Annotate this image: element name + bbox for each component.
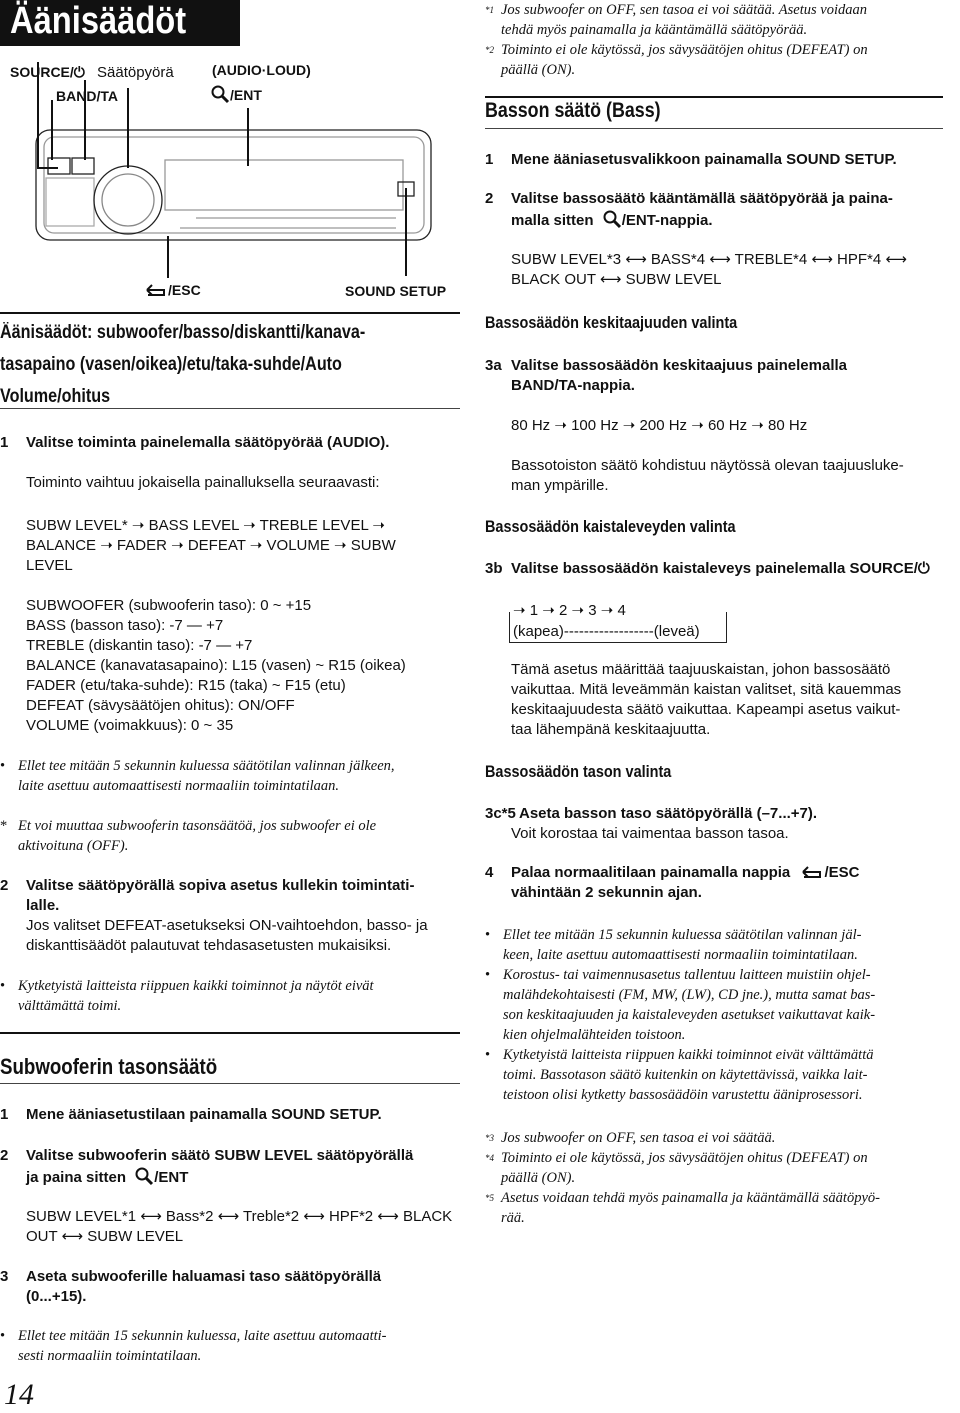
range-item: BALANCE (kanavatasapaino): L15 (vasen) ~ R15 (oikea) (26, 657, 406, 674)
section-title: Basson säätö (Bass) (485, 99, 661, 122)
s2-step-3: 3 Aseta subwooferille haluamasi taso säätöpyörällä (0...+15). (0, 1268, 382, 1305)
ent-label: /ENT (210, 84, 262, 104)
range-item: FADER (etu/taka-suhde): R15 (taka) ~ F15 (etu) (26, 677, 346, 694)
freq-cycle: 80 Hz ➝ 100 Hz ➝ 200 Hz ➝ 60 Hz ➝ 80 Hz (511, 417, 808, 434)
note-item: • Ellet tee mitään 5 sekunnin kuluessa säätötilan valinnan jälkeen, laite asettuu automaattisesti normaaliin toimintatilaan. (0, 758, 395, 794)
cycle-text: LEVEL (26, 557, 73, 574)
q-desc: Tämä asetus määrittää taajuuskaistan, johon bassosäätö vaikuttaa. Mitä leveämmän kaistan valitset, sitä kauemmas keskitaajuudesta säätö vaikuttaa. Kapeampi asetus vaikut- taa lähempänä keskitaajuutta. (511, 661, 902, 738)
subsection-title: Bassosäädön tason valinta (485, 762, 672, 781)
cycle-text: BALANCE ➝ FADER ➝ DEFEAT ➝ VOLUME ➝ SUBW (26, 537, 396, 554)
note-item: • Kytketyistä laitteista riippuen kaikki toiminnot ja näytöt eivät välttämättä toimi. (0, 978, 374, 1014)
s2-step-2: 2 Valitse subwooferin säätö SUBW LEVEL säätöpyörällä ja paina sitten /ENT (0, 1147, 414, 1186)
note-item: • Korostus- tai vaimennusasetus tallentuu laitteen muistiin ohjel- malähdekohtaisesti (FM, MW, (LW), CD jne.), mutta samat bas- son keskitaajuuden ja kaistaleveyden asetukset vaikuttavat kaik- kien ohjelmalähteiden toistoon. (485, 967, 876, 1043)
back-arrow-icon (800, 864, 824, 880)
section-rule (0, 408, 460, 409)
cycle-text: SUBW LEVEL*3 ⟷ BASS*4 ⟷ TREBLE*4 ⟷ HPF*4 ⟷ (511, 251, 907, 268)
audio-loud-label: (AUDIO·LOUD) (212, 62, 311, 78)
subsection-title: Bassosäädön keskitaajuuden valinta (485, 313, 738, 332)
range-item: TREBLE (diskantin taso): -7 — +7 (26, 637, 253, 654)
footnote: *1 Jos subwoofer on OFF, sen tasoa ei voi säätää. Asetus voidaan tehdä myös painamalla ja kääntämällä säätöpyörää. (485, 2, 867, 38)
power-icon: ⏻ (73, 64, 85, 80)
section-title: Äänisäädöt: subwoofer/basso/diskantti/kanava- (0, 322, 366, 343)
b-step-3c: 3c*5 Aseta basson taso säätöpyörällä (–7...+7). (485, 805, 818, 822)
freq-desc: Bassotoiston säätö kohdistuu näytössä olevan taajuusluke- man ympärille. (511, 457, 904, 494)
step-1-desc: Toiminto vaihtuu jokaisella painalluksella seuraavasti: (26, 474, 380, 491)
power-icon: ⏻ (917, 560, 930, 577)
step-2: 2 Valitse säätöpyörällä sopiva asetus kullekin toimintati- lalle. (0, 877, 415, 914)
b-step-3b: 3b Valitse bassosäädön kaistaleveys painelemalla SOURCE/⏻ (485, 560, 930, 577)
cycle-text: SUBW LEVEL*1 ⟷ Bass*2 ⟷ Treble*2 ⟷ HPF*2 ⟷ BLACK (26, 1208, 453, 1225)
footnote: *2 Toiminto ei ole käytössä, jos sävysäätöjen ohitus (DEFEAT) on päällä (ON). (485, 42, 868, 78)
esc-label: /ESC (144, 282, 201, 298)
note-item: • Kytketyistä laitteista riippuen kaikki toiminnot eivät välttämättä toimi. Bassotason säätö kuitenkin on käytettävissä, vaikka lait- teistoon olisi kytketty bassosäädöin varustettu ääniprosessori. (485, 1047, 874, 1103)
cycle-text: BLACK OUT ⟷ SUBW LEVEL (511, 271, 722, 288)
cycle-text: SUBW LEVEL* ➝ BASS LEVEL ➝ TREBLE LEVEL ➝ (26, 517, 385, 534)
section-title: Volume/ohitus (0, 386, 111, 407)
b-step-3a: 3a Valitse bassosäädön keskitaajuus painelemalla BAND/TA-nappia. (485, 357, 847, 394)
head-unit-diagram (0, 0, 470, 300)
footnote: *3 Jos subwoofer on OFF, sen tasoa ei voi säätää. (485, 1130, 776, 1146)
source-label: SOURCE/⏻ (10, 64, 85, 80)
band-ta-label: BAND/TA (56, 88, 118, 104)
page-title: Äänisäädöt (10, 0, 187, 42)
section-rule (485, 128, 943, 129)
note-item: • Ellet tee mitään 15 sekunnin kuluessa, laite asettuu automaatti- sesti normaaliin toimintatilaan. (0, 1328, 387, 1364)
q-cycle: ➝ 1 ➝ 2 ➝ 3 ➝ 4 (513, 602, 626, 619)
step-1: 1 Valitse toiminta painelemalla säätöpyörää (AUDIO). (0, 434, 390, 451)
note-item: • Ellet tee mitään 15 sekunnin kuluessa säätötilan valinnan jäl- keen, laite asettuu automaattisesti normaaliin toimintatilaan. (485, 927, 862, 963)
q-range: (kapea)------------------(leveä) (513, 623, 700, 640)
knob-label: Säätöpyörä (97, 64, 174, 81)
cycle-text: OUT ⟷ SUBW LEVEL (26, 1228, 184, 1245)
range-item: SUBWOOFER (subwooferin taso): 0 ~ +15 (26, 597, 312, 614)
range-item: VOLUME (voimakkuus): 0 ~ 35 (26, 717, 234, 734)
back-arrow-icon (144, 282, 168, 298)
search-icon (602, 209, 622, 229)
note-item: * Et voi muuttaa subwooferin tasonsäätöä, jos subwoofer ei ole aktivoituna (OFF). (0, 818, 377, 854)
sound-setup-label: SOUND SETUP (345, 283, 447, 299)
page-number: 14 (4, 1378, 34, 1411)
subsection-title: Bassosäädön kaistaleveyden valinta (485, 517, 736, 536)
range-item: BASS (basson taso): -7 — +7 (26, 617, 224, 634)
b-step-2: 2 Valitse bassosäätö kääntämällä säätöpyörää ja paina- malla sitten /ENT-nappia. (485, 190, 893, 229)
footnote: *5 Asetus voidaan tehdä myös painamalla ja kääntämällä säätöpyö- rää. (485, 1190, 880, 1226)
section-title: tasapaino (vasen/oikea)/etu/taka-suhde/Auto (0, 354, 342, 375)
s2-step-1: 1 Mene ääniasetustilaan painamalla SOUND SETUP. (0, 1106, 382, 1123)
section-rule (0, 1083, 460, 1084)
section-title: Subwooferin tasonsäätö (0, 1054, 218, 1079)
section-rule (0, 1032, 460, 1034)
step-2-desc: Jos valitset DEFEAT-asetukseksi ON-vaihtoehdon, basso- ja diskanttisäädöt palautuvat tehdasasetusten mukaisiksi. (26, 917, 428, 954)
search-icon (134, 1166, 154, 1186)
section-rule (0, 312, 460, 314)
footnote: *4 Toiminto ei ole käytössä, jos sävysäätöjen ohitus (DEFEAT) on päällä (ON). (485, 1150, 868, 1186)
cycle-bracket (509, 612, 727, 643)
b-step-1: 1 Mene ääniasetusvalikkoon painamalla SOUND SETUP. (485, 151, 897, 168)
b-step-3c-desc: Voit korostaa tai vaimentaa basson tasoa. (511, 825, 789, 842)
range-item: DEFEAT (sävysäätöjen ohitus): ON/OFF (26, 697, 295, 714)
b-step-4: 4 Palaa normaalitilaan painamalla nappia /ESC vähintään 2 sekunnin ajan. (485, 864, 860, 901)
